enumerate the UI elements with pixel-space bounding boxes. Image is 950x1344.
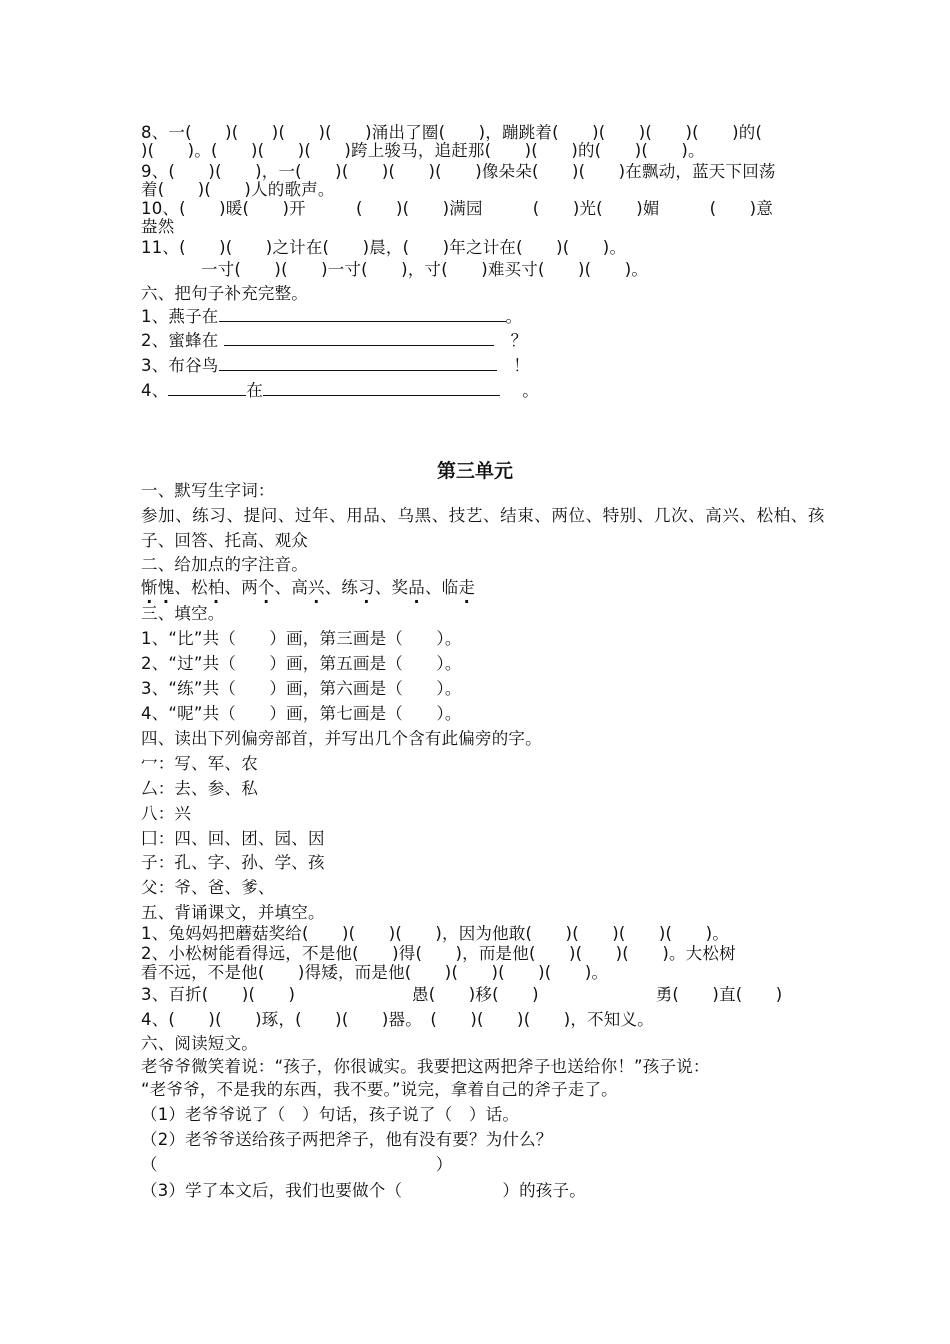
- dotted-char: 愧: [157, 578, 175, 597]
- u3-s4-item-4: 囗：四、回、团、园、因: [141, 829, 325, 848]
- u3-s5-heading: 五、背诵课文，并填空。: [141, 903, 325, 922]
- u3-s6-passage-line1: 老爷爷微笑着说：“孩子，你很诚实。我要把这两把斧子也送给你！”孩子说：: [141, 1057, 710, 1076]
- u3-s5-q2-line2: 看不远，不是他( )得矮，而是他( )( )( )( )。: [141, 963, 609, 982]
- answer-line[interactable]: [219, 307, 506, 322]
- sentence-item-2: 2、蜜蜂在 ？: [141, 331, 528, 350]
- dotted-char: 走: [458, 578, 476, 597]
- section6-heading: 六、把句子补充完整。: [141, 284, 308, 303]
- q11-line2: 一寸( )( )一寸( )，寸( )难买寸( )( )。: [201, 260, 649, 279]
- u3-s2-words: 惭愧、松柏、两个、高兴、练习、奖品、临走: [141, 578, 476, 597]
- dotted-char: 个: [257, 578, 275, 597]
- u3-s6-q3: （3）学了本文后，我们也要做个（ ）的孩子。: [141, 1181, 586, 1200]
- sentence-item-1: 1、燕子在 。: [141, 307, 523, 326]
- u3-s4-item-6: 父：爷、爸、爹、: [141, 878, 275, 897]
- u3-s3-item-1: 1、“比”共（ ）画，第三画是（ ）。: [141, 629, 462, 648]
- u3-s4-item-3: 八：兴: [141, 804, 192, 823]
- u3-s1-words-line1: 参加、练习、提问、过年、用品、乌黑、技艺、结束、两位、特别、几次、高兴、松柏、孩: [141, 506, 825, 525]
- u3-s6-q2-answer[interactable]: （ ）: [141, 1155, 453, 1174]
- q9-line1: 9、( )( )，一( )( )( )( )像朵朵( )( )在飘动，蓝天下回荡: [141, 162, 776, 181]
- q8-line1: 8、一( )( )( )( )涌出了圈( )，蹦跳着( )( )( )( )的(: [141, 123, 763, 142]
- u3-s5-q1: 1、兔妈妈把蘑菇奖给( )( )( )，因为他敢( )( )( )( )。: [141, 924, 729, 943]
- u3-s5-q2-line1: 2、小松树能看得远，不是他( )得( )，而是他( )( )( )。大松树: [141, 944, 736, 963]
- u3-s1-words-line2: 子、回答、托高、观众: [141, 531, 308, 550]
- answer-line[interactable]: [224, 331, 494, 346]
- u3-s3-item-2: 2、“过”共（ ）画，第五画是（ ）。: [141, 654, 462, 673]
- sentence-item-4: 4、 在 。: [141, 381, 539, 400]
- u3-s6-heading: 六、阅读短文。: [141, 1034, 258, 1053]
- u3-s1-heading: 一、默写生字词：: [141, 481, 275, 500]
- dotted-char: 习: [358, 578, 375, 597]
- u3-s3-item-3: 3、“练”共（ ）画，第六画是（ ）。: [141, 679, 462, 698]
- answer-line[interactable]: [168, 381, 246, 396]
- answer-line[interactable]: [263, 381, 500, 396]
- u3-s4-item-2: 厶：去、参、私: [141, 779, 258, 798]
- q9-line2: 着( )( )人的歌声。: [141, 180, 335, 199]
- u3-s4-item-1: 冖：写、军、农: [141, 754, 258, 773]
- u3-s6-q2: （2）老爷爷送给孩子两把斧子，他有没有要？为什么？: [141, 1130, 553, 1149]
- u3-s4-item-5: 子：孔、字、孙、学、孩: [141, 853, 325, 872]
- dotted-char: 惭: [141, 578, 158, 597]
- u3-s5-q3: 3、百折( )( ) 愚( )移( ) 勇( )直( ): [141, 985, 783, 1004]
- u3-s3-item-4: 4、“呢”共（ ）画，第七画是（ ）。: [141, 704, 462, 723]
- sentence-item-3: 3、布谷鸟 ！: [141, 356, 530, 375]
- u3-s6-q1: （1）老爷爷说了（ ）句话，孩子说了（ ）话。: [141, 1105, 520, 1124]
- q8-line2: )( )。( )( )( )跨上骏马，追赶那( )( )的( )( )。: [141, 141, 705, 160]
- u3-s2-heading: 二、给加点的字注音。: [141, 555, 308, 574]
- dotted-char: 柏: [207, 578, 225, 597]
- u3-s6-passage-line2: “老爷爷，不是我的东西，我不要。”说完，拿着自己的斧子走了。: [141, 1080, 618, 1099]
- u3-s4-heading: 四、读出下列偏旁部首，并写出几个含有此偏旁的字。: [141, 729, 542, 748]
- dotted-char: 品: [408, 578, 425, 597]
- unit-title: 第三单元: [436, 460, 513, 482]
- q10-line1: 10、( )暖( )开 ( )( )满园 ( )光( )媚 ( )意: [141, 199, 774, 218]
- answer-line[interactable]: [219, 356, 497, 371]
- dotted-char: 兴: [308, 578, 325, 597]
- q11-line1: 11、( )( )之计在( )晨，( )年之计在( )( )。: [141, 238, 627, 257]
- q10-line2: 盎然: [141, 217, 175, 236]
- u3-s5-q4: 4、( )( )琢，( )( )器。 ( )( )( )，不知义。: [141, 1010, 654, 1029]
- u3-s3-heading: 三、填空。: [141, 604, 225, 623]
